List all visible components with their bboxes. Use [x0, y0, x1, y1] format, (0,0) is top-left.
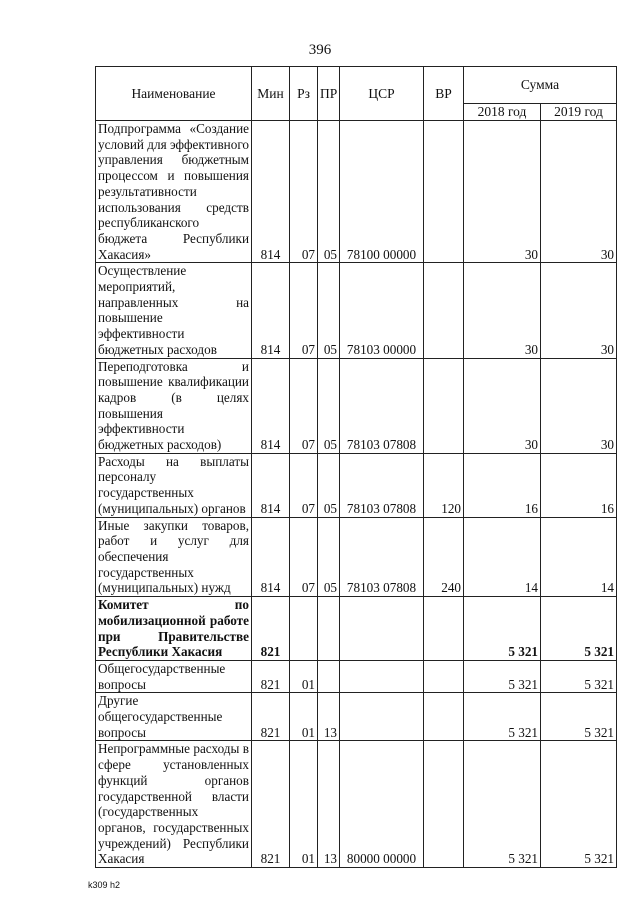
row-2018: 30	[464, 358, 541, 453]
header-sum: Сумма	[464, 67, 617, 104]
row-rz: 07	[290, 358, 318, 453]
row-rz: 07	[290, 453, 318, 517]
row-vr	[424, 597, 464, 661]
table-row	[96, 263, 617, 358]
row-2018: 14	[464, 517, 541, 597]
row-min: 814	[252, 358, 290, 453]
row-pr	[318, 597, 340, 661]
row-csr: 78103 07808	[340, 453, 424, 517]
row-csr: 78103 07808	[340, 517, 424, 597]
row-2019: 5 321	[541, 597, 617, 661]
header-year-2018: 2018 год	[464, 104, 541, 121]
row-rz: 01	[290, 660, 318, 692]
row-2018: 5 321	[464, 597, 541, 661]
table-row	[96, 453, 617, 517]
table-row	[96, 358, 617, 453]
row-2018: 5 321	[464, 693, 541, 741]
budget-table	[95, 66, 617, 868]
row-vr: 120	[424, 453, 464, 517]
row-pr: 05	[318, 121, 340, 263]
page-number: 396	[308, 42, 332, 58]
row-2018: 30	[464, 121, 541, 263]
row-csr: 78100 00000	[340, 121, 424, 263]
row-min: 821	[252, 597, 290, 661]
row-pr	[318, 660, 340, 692]
row-2018: 5 321	[464, 660, 541, 692]
row-csr: 80000 00000	[340, 741, 424, 868]
row-vr	[424, 741, 464, 868]
row-2018: 16	[464, 453, 541, 517]
row-rz: 07	[290, 517, 318, 597]
row-rz: 01	[290, 693, 318, 741]
row-min: 814	[252, 263, 290, 358]
row-2018: 5 321	[464, 741, 541, 868]
header-year-2019: 2019 год	[541, 104, 617, 121]
row-name: Осуществление мероприятий, направленных на повышение эффективности бюджетных расходов	[96, 263, 252, 358]
header-rz: Рз	[290, 67, 318, 121]
table-row	[96, 517, 617, 597]
row-2018: 30	[464, 263, 541, 358]
row-csr	[340, 597, 424, 661]
row-csr	[340, 693, 424, 741]
row-name: Непрограммные расходы в сфере установленных функций органов государственной власти (государственных органов, государственных учреждений) Республики Хакасия	[96, 741, 252, 868]
row-pr: 13	[318, 741, 340, 868]
row-pr: 05	[318, 263, 340, 358]
row-pr: 05	[318, 358, 340, 453]
table-row	[96, 693, 617, 741]
row-rz: 07	[290, 121, 318, 263]
row-2019: 5 321	[541, 660, 617, 692]
row-pr: 05	[318, 453, 340, 517]
table-row	[96, 121, 617, 263]
row-vr	[424, 121, 464, 263]
header-csr: ЦСР	[340, 67, 424, 121]
row-name: Иные закупки товаров, работ и услуг для обеспечения государственных (муниципальных) нужд	[96, 517, 252, 597]
row-csr: 78103 07808	[340, 358, 424, 453]
table-row	[96, 660, 617, 692]
row-name: Другие общегосударственные вопросы	[96, 693, 252, 741]
row-vr	[424, 660, 464, 692]
header-vr: ВР	[424, 67, 464, 121]
row-min: 821	[252, 660, 290, 692]
row-csr: 78103 00000	[340, 263, 424, 358]
row-csr	[340, 660, 424, 692]
row-2019: 5 321	[541, 741, 617, 868]
row-rz: 01	[290, 741, 318, 868]
row-name: Подпрограмма «Создание условий для эффективного управления бюджетным процессом и повышения результативности использования средств республиканского бюджета Республики Хакасия»	[96, 121, 252, 263]
row-pr: 13	[318, 693, 340, 741]
footer-code: k309 h2	[88, 880, 121, 890]
row-2019: 30	[541, 263, 617, 358]
header-name: Наименование	[96, 67, 252, 121]
table-row	[96, 741, 617, 868]
header-min: Мин	[252, 67, 290, 121]
row-vr	[424, 263, 464, 358]
row-min: 814	[252, 121, 290, 263]
row-rz: 07	[290, 263, 318, 358]
row-rz	[290, 597, 318, 661]
row-name: Переподготовка и повышение квалификации кадров (в целях повышения эффективности бюджетных расходов)	[96, 358, 252, 453]
row-min: 814	[252, 453, 290, 517]
row-min: 814	[252, 517, 290, 597]
header-pr: ПР	[318, 67, 340, 121]
table-row	[96, 597, 617, 661]
table-body	[96, 121, 617, 868]
row-vr	[424, 693, 464, 741]
row-2019: 16	[541, 453, 617, 517]
row-min: 821	[252, 693, 290, 741]
row-vr: 240	[424, 517, 464, 597]
row-name: Комитет по мобилизационной работе при Правительстве Республики Хакасия	[96, 597, 252, 661]
row-name: Расходы на выплаты персоналу государственных (муниципальных) органов	[96, 453, 252, 517]
row-min: 821	[252, 741, 290, 868]
row-2019: 30	[541, 358, 617, 453]
row-2019: 30	[541, 121, 617, 263]
row-vr	[424, 358, 464, 453]
row-2019: 5 321	[541, 693, 617, 741]
row-name: Общегосударственные вопросы	[96, 660, 252, 692]
row-2019: 14	[541, 517, 617, 597]
row-pr: 05	[318, 517, 340, 597]
